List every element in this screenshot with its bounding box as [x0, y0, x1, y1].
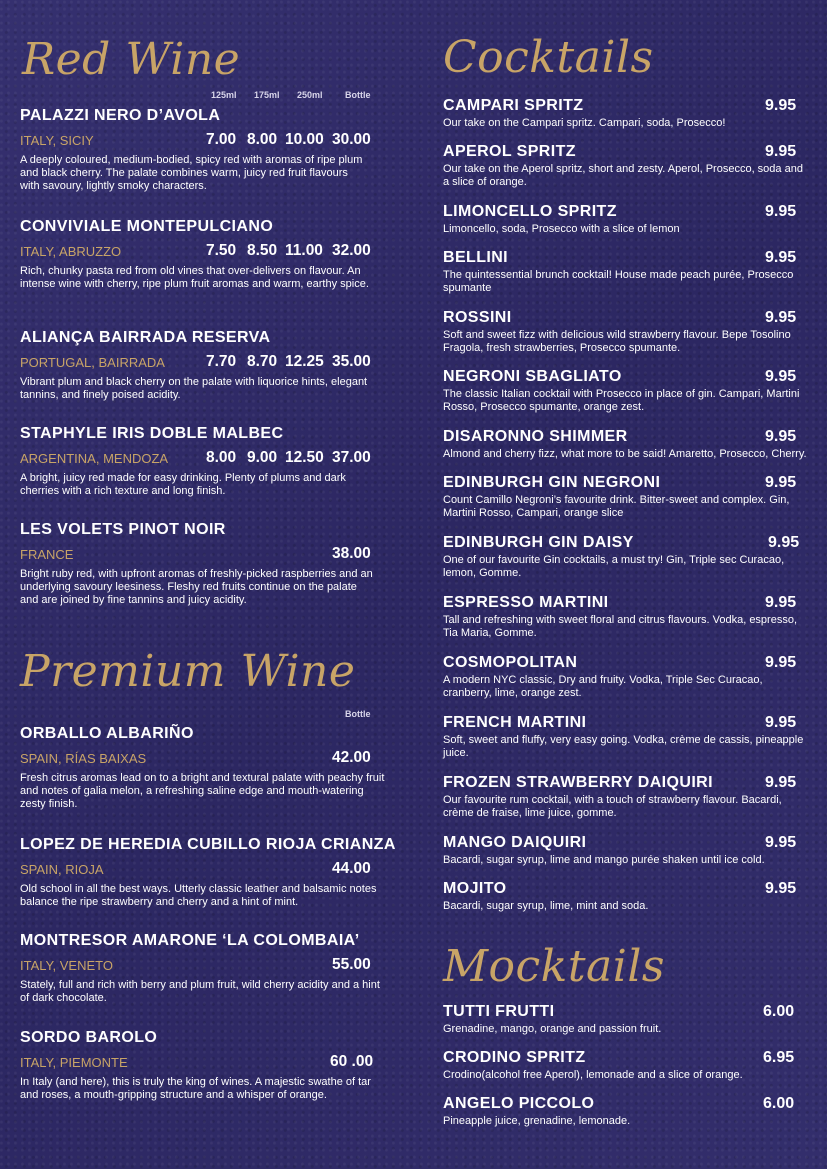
price-bottle: 35.00: [332, 353, 371, 370]
cocktails-heading: Cocktails: [443, 32, 654, 83]
mocktail-name: TUTTI FRUTTI: [443, 1003, 555, 1020]
wine-description: A deeply coloured, medium-bodied, spicy red with aromas of ripe plum and black cherry. The palate combines warm, juicy red fruit flavours with savoury, lightly smoky characters.: [20, 154, 363, 192]
price-125ml: 7.50: [206, 242, 237, 259]
wine-description: Vibrant plum and black cherry on the palate with liquorice hints, elegant tannins, and finely poised acidity.: [20, 376, 368, 401]
wine-price: 60 .00: [330, 1053, 374, 1070]
cocktail-description: A modern NYC classic, Dry and fruity. Vodka, Triple Sec Curacao, cranberry, lime, orange zest.: [443, 674, 763, 699]
red-wine-item: [20, 521, 390, 606]
wine-name: LES VOLETS PINOT NOIR: [20, 521, 226, 538]
cocktail-description: Soft, sweet and fluffy, very easy going. Vodka, crème de cassis, pineapple juice.: [443, 734, 804, 759]
cocktail-price: 9.95: [765, 428, 797, 445]
wine-name: LOPEZ DE HEREDIA CUBILLO RIOJA CRIANZA: [20, 836, 396, 853]
price-125ml: 7.00: [206, 131, 237, 148]
cocktail-name: NEGRONI SBAGLIATO: [443, 368, 622, 385]
price-250ml: 12.25: [285, 353, 324, 370]
mocktail-description: Pineapple juice, grenadine, lemonade.: [443, 1115, 631, 1127]
premium-wine-heading: Premium Wine: [20, 646, 356, 697]
price-bottle: 32.00: [332, 242, 371, 259]
wine-description: Fresh citrus aromas lead on to a bright and textural palate with peachy fruit and notes of galia melon, a refreshing saline edge and mouth-watering zesty finish.: [20, 772, 385, 810]
cocktail-name: FRENCH MARTINI: [443, 714, 587, 731]
cocktail-description: Almond and cherry fizz, what more to be said! Amaretto, Prosecco, Cherry.: [443, 448, 807, 460]
red-wine-item: [20, 107, 390, 192]
size-250ml: 250ml: [297, 90, 323, 100]
cocktail-price: 9.95: [765, 474, 797, 491]
cocktail-price: 9.95: [765, 594, 797, 611]
wine-origin: ITALY, ABRUZZO: [20, 244, 122, 259]
cocktail-description: The classic Italian cocktail with Prosecco in place of gin. Campari, Martini Rosso, Prosecco spumante, orange zest.: [443, 388, 800, 413]
price-250ml: 10.00: [285, 131, 324, 148]
cocktail-item: [443, 774, 809, 820]
cocktail-name: BELLINI: [443, 249, 509, 266]
wine-name: SORDO BAROLO: [20, 1029, 158, 1046]
wine-description: Old school in all the best ways. Utterly classic leather and balsamic notes balance the ripe strawberry and cherry and a hint of mint.: [20, 883, 377, 908]
cocktail-name: CAMPARI SPRITZ: [443, 97, 584, 114]
cocktail-price: 9.95: [765, 143, 797, 160]
price-175ml: 8.70: [247, 353, 278, 370]
cocktail-name: MOJITO: [443, 880, 507, 897]
wine-name: ORBALLO ALBARIÑO: [20, 725, 194, 742]
cocktail-item: [443, 97, 809, 130]
cocktail-name: ROSSINI: [443, 309, 512, 326]
cocktail-description: Bacardi, sugar syrup, lime and mango purée shaken until ice cold.: [443, 854, 765, 866]
cocktail-description: The quintessential brunch cocktail! House made peach purée, Prosecco spumante: [443, 269, 794, 294]
cocktail-name: FROZEN STRAWBERRY DAIQUIRI: [443, 774, 713, 791]
cocktail-description: Limoncello, soda, Prosecco with a slice of lemon: [443, 223, 680, 235]
cocktail-item: [443, 474, 809, 520]
cocktail-name: DISARONNO SHIMMER: [443, 428, 628, 445]
cocktail-description: One of our favourite Gin cocktails, a must try! Gin, Triple sec Curacao, lemon, Gomme.: [443, 554, 785, 579]
wine-name: MONTRESOR AMARONE ‘LA COLOMBAIA’: [20, 932, 360, 949]
cocktail-price: 9.95: [765, 97, 797, 114]
red-wine-item: [20, 425, 390, 497]
cocktail-price: 9.95: [768, 534, 800, 551]
wine-origin: SPAIN, RÍAS BAIXAS: [20, 751, 147, 766]
cocktail-item: [443, 368, 809, 414]
red-wine-item: [20, 329, 390, 401]
wine-description: In Italy (and here), this is truly the king of wines. A majestic swathe of tar and roses, a mouth-gripping structure and a whisper of orange.: [20, 1076, 371, 1101]
wine-description: Stately, full and rich with berry and plum fruit, wild cherry acidity and a hint of dark chocolate.: [20, 979, 380, 1004]
size-125ml: 125ml: [211, 90, 237, 100]
mocktails-heading: Mocktails: [443, 941, 665, 992]
mocktail-price: 6.00: [763, 1095, 795, 1112]
premium-wine-item: [20, 932, 390, 1004]
price-175ml: 8.50: [247, 242, 278, 259]
cocktail-item: [443, 594, 809, 640]
wine-origin: FRANCE: [20, 547, 74, 562]
cocktail-name: EDINBURGH GIN NEGRONI: [443, 474, 661, 491]
price-250ml: 12.50: [285, 449, 324, 466]
cocktail-description: Tall and refreshing with sweet floral and citrus flavours. Vodka, espresso, Tia Maria, Gomme.: [443, 614, 798, 639]
cocktail-description: Our take on the Campari spritz. Campari, soda, Prosecco!: [443, 117, 726, 129]
cocktail-price: 9.95: [765, 654, 797, 671]
wine-origin: PORTUGAL, BAIRRADA: [20, 355, 165, 370]
mocktail-item: [443, 1095, 809, 1128]
cocktail-price: 9.95: [765, 368, 797, 385]
size-bottle: Bottle: [345, 709, 371, 719]
price-bottle: 38.00: [332, 545, 371, 562]
wine-description: A bright, juicy red made for easy drinking. Plenty of plums and dark cherries with a rich texture and long finish.: [20, 472, 346, 497]
cocktail-item: [443, 203, 809, 236]
cocktail-name: COSMOPOLITAN: [443, 654, 578, 671]
cocktail-price: 9.95: [765, 714, 797, 731]
wine-price: 44.00: [332, 860, 371, 877]
price-bottle: 37.00: [332, 449, 371, 466]
premium-wine-item: [20, 1029, 390, 1101]
cocktail-description: Bacardi, sugar syrup, lime, mint and soda.: [443, 900, 649, 912]
wine-origin: SPAIN, RIOJA: [20, 862, 104, 877]
cocktail-name: APEROL SPRITZ: [443, 143, 576, 160]
wine-name: ALIANÇA BAIRRADA RESERVA: [20, 329, 271, 346]
mocktail-name: CRODINO SPRITZ: [443, 1049, 586, 1066]
wine-price: 55.00: [332, 956, 371, 973]
size-bottle: Bottle: [345, 90, 371, 100]
premium-wine-item: [20, 836, 396, 908]
mocktail-name: ANGELO PICCOLO: [443, 1095, 595, 1112]
wine-name: CONVIVIALE MONTEPULCIANO: [20, 218, 274, 235]
cocktail-item: [443, 534, 809, 580]
cocktail-description: Soft and sweet fizz with delicious wild strawberry flavour. Bepe Tosolino Fragola, fresh strawberries, Prosecco spumante.: [443, 329, 791, 354]
price-250ml: 11.00: [285, 242, 323, 259]
cocktail-item: [443, 714, 809, 760]
mocktail-item: [443, 1003, 809, 1036]
red-wine-item: [20, 218, 390, 290]
mocktail-item: [443, 1049, 809, 1082]
cocktail-name: MANGO DAIQUIRI: [443, 834, 587, 851]
cocktail-price: 9.95: [765, 774, 797, 791]
cocktail-name: LIMONCELLO SPRITZ: [443, 203, 617, 220]
wine-name: STAPHYLE IRIS DOBLE MALBEC: [20, 425, 284, 442]
mocktail-price: 6.00: [763, 1003, 795, 1020]
wine-description: Rich, chunky pasta red from old vines that over-delivers on flavour. An intense wine with cherry, ripe plum fruit aromas and warm, earthy spice.: [20, 265, 369, 290]
wine-origin: ITALY, VENETO: [20, 958, 113, 973]
price-125ml: 8.00: [206, 449, 237, 466]
size-175ml: 175ml: [254, 90, 280, 100]
price-bottle: 30.00: [332, 131, 371, 148]
price-175ml: 8.00: [247, 131, 278, 148]
mocktail-description: Crodino(alcohol free Aperol), lemonade and a slice of orange.: [443, 1069, 743, 1081]
cocktail-description: Our take on the Aperol spritz, short and zesty. Aperol, Prosecco, soda and a slice of orange.: [443, 163, 803, 188]
wine-name: PALAZZI NERO D’AVOLA: [20, 107, 221, 124]
cocktail-price: 9.95: [765, 203, 797, 220]
mocktail-description: Grenadine, mango, orange and passion fruit.: [443, 1023, 662, 1035]
cocktail-item: [443, 654, 809, 700]
price-175ml: 9.00: [247, 449, 278, 466]
cocktail-price: 9.95: [765, 309, 797, 326]
cocktail-price: 9.95: [765, 834, 797, 851]
wine-description: Bright ruby red, with upfront aromas of freshly-picked raspberries and an underlying savoury leesiness. Fleshy red fruits continue on the palate and are joined by fine tannins and juicy acidity.: [20, 568, 373, 606]
cocktail-item: [443, 880, 809, 913]
cocktail-description: Count Camillo Negroni’s favourite drink. Bitter-sweet and complex. Gin, Martini Rosso, Campari, orange slice: [443, 494, 790, 519]
wine-price: 42.00: [332, 749, 371, 766]
cocktail-name: EDINBURGH GIN DAISY: [443, 534, 634, 551]
cocktail-price: 9.95: [765, 880, 797, 897]
cocktail-item: [443, 428, 809, 461]
cocktail-item: [443, 309, 809, 355]
cocktail-name: ESPRESSO MARTINI: [443, 594, 609, 611]
cocktail-item: [443, 249, 809, 295]
wine-origin: ITALY, SICIY: [20, 133, 94, 148]
cocktail-description: Our favourite rum cocktail, with a touch of strawberry flavour. Bacardi, crème de fraise, lime juice, gomme.: [443, 794, 782, 819]
cocktail-price: 9.95: [765, 249, 797, 266]
wine-origin: ITALY, PIEMONTE: [20, 1055, 128, 1070]
premium-wine-item: [20, 725, 390, 810]
wine-origin: ARGENTINA, MENDOZA: [20, 451, 169, 466]
price-125ml: 7.70: [206, 353, 237, 370]
mocktail-price: 6.95: [763, 1049, 795, 1066]
cocktail-item: [443, 834, 809, 867]
red-wine-heading: Red Wine: [22, 34, 241, 85]
cocktail-item: [443, 143, 809, 189]
